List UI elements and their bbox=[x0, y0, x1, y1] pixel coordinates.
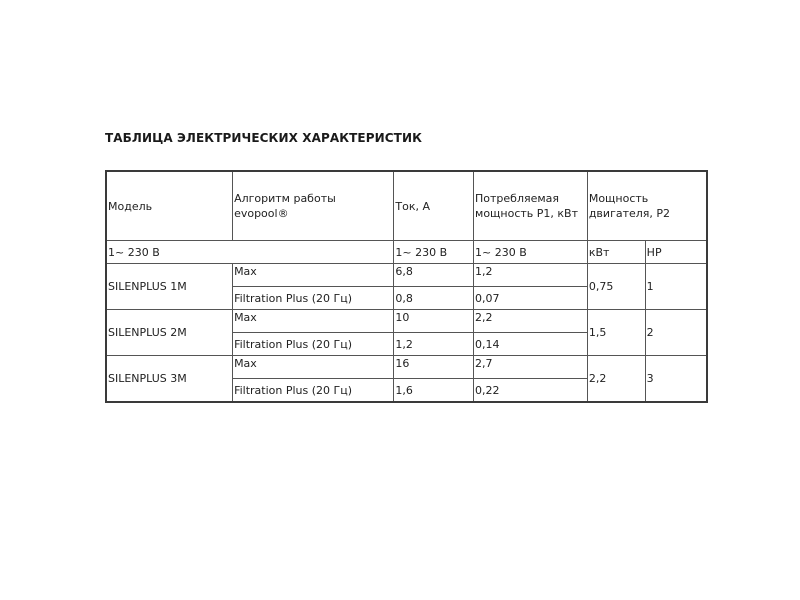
table-row bbox=[106, 264, 707, 287]
p1-cell: 2,2 bbox=[474, 310, 588, 333]
hp-cell: 2 bbox=[645, 310, 707, 356]
electrical-spec-table bbox=[105, 170, 708, 403]
current-cell: 1,6 bbox=[394, 379, 474, 403]
algorithm-cell: Max bbox=[233, 264, 394, 287]
header-algorithm: Алгоритм работы evopool® bbox=[233, 171, 394, 241]
current-cell: 1,2 bbox=[394, 333, 474, 356]
current-cell: 16 bbox=[394, 356, 474, 379]
current-cell: 0,8 bbox=[394, 287, 474, 310]
header-current: Ток, А bbox=[394, 171, 474, 241]
hp-cell: 3 bbox=[645, 356, 707, 403]
header-power-p2: Мощность двигателя, P2 bbox=[587, 171, 707, 241]
page-title: ТАБЛИЦА ЭЛЕКТРИЧЕСКИХ ХАРАКТЕРИСТИК bbox=[105, 131, 423, 145]
p1-cell: 0,07 bbox=[474, 287, 588, 310]
model-cell: SILENPLUS 3M bbox=[106, 356, 233, 403]
table-header-row bbox=[106, 171, 707, 241]
subheader-kw: кВт bbox=[587, 241, 645, 264]
p1-cell: 0,14 bbox=[474, 333, 588, 356]
model-cell: SILENPLUS 1M bbox=[106, 264, 233, 310]
p1-cell: 1,2 bbox=[474, 264, 588, 287]
kw-cell: 1,5 bbox=[587, 310, 645, 356]
subheader-current: 1~ 230 В bbox=[394, 241, 474, 264]
algorithm-cell: Filtration Plus (20 Гц) bbox=[233, 333, 394, 356]
p1-cell: 0,22 bbox=[474, 379, 588, 403]
current-cell: 6,8 bbox=[394, 264, 474, 287]
algorithm-cell: Filtration Plus (20 Гц) bbox=[233, 287, 394, 310]
current-cell: 10 bbox=[394, 310, 474, 333]
table-row bbox=[106, 356, 707, 379]
subheader-power-p1: 1~ 230 В bbox=[474, 241, 588, 264]
hp-cell: 1 bbox=[645, 264, 707, 310]
p1-cell: 2,7 bbox=[474, 356, 588, 379]
algorithm-cell: Max bbox=[233, 310, 394, 333]
table-subheader-row bbox=[106, 241, 707, 264]
kw-cell: 2,2 bbox=[587, 356, 645, 403]
header-power-p1: Потребляемая мощность P1, кВт bbox=[474, 171, 588, 241]
kw-cell: 0,75 bbox=[587, 264, 645, 310]
model-cell: SILENPLUS 2M bbox=[106, 310, 233, 356]
table-row bbox=[106, 310, 707, 333]
algorithm-cell: Filtration Plus (20 Гц) bbox=[233, 379, 394, 403]
subheader-hp: HP bbox=[645, 241, 707, 264]
algorithm-cell: Max bbox=[233, 356, 394, 379]
subheader-model: 1~ 230 В bbox=[106, 241, 394, 264]
header-model: Модель bbox=[106, 171, 233, 241]
